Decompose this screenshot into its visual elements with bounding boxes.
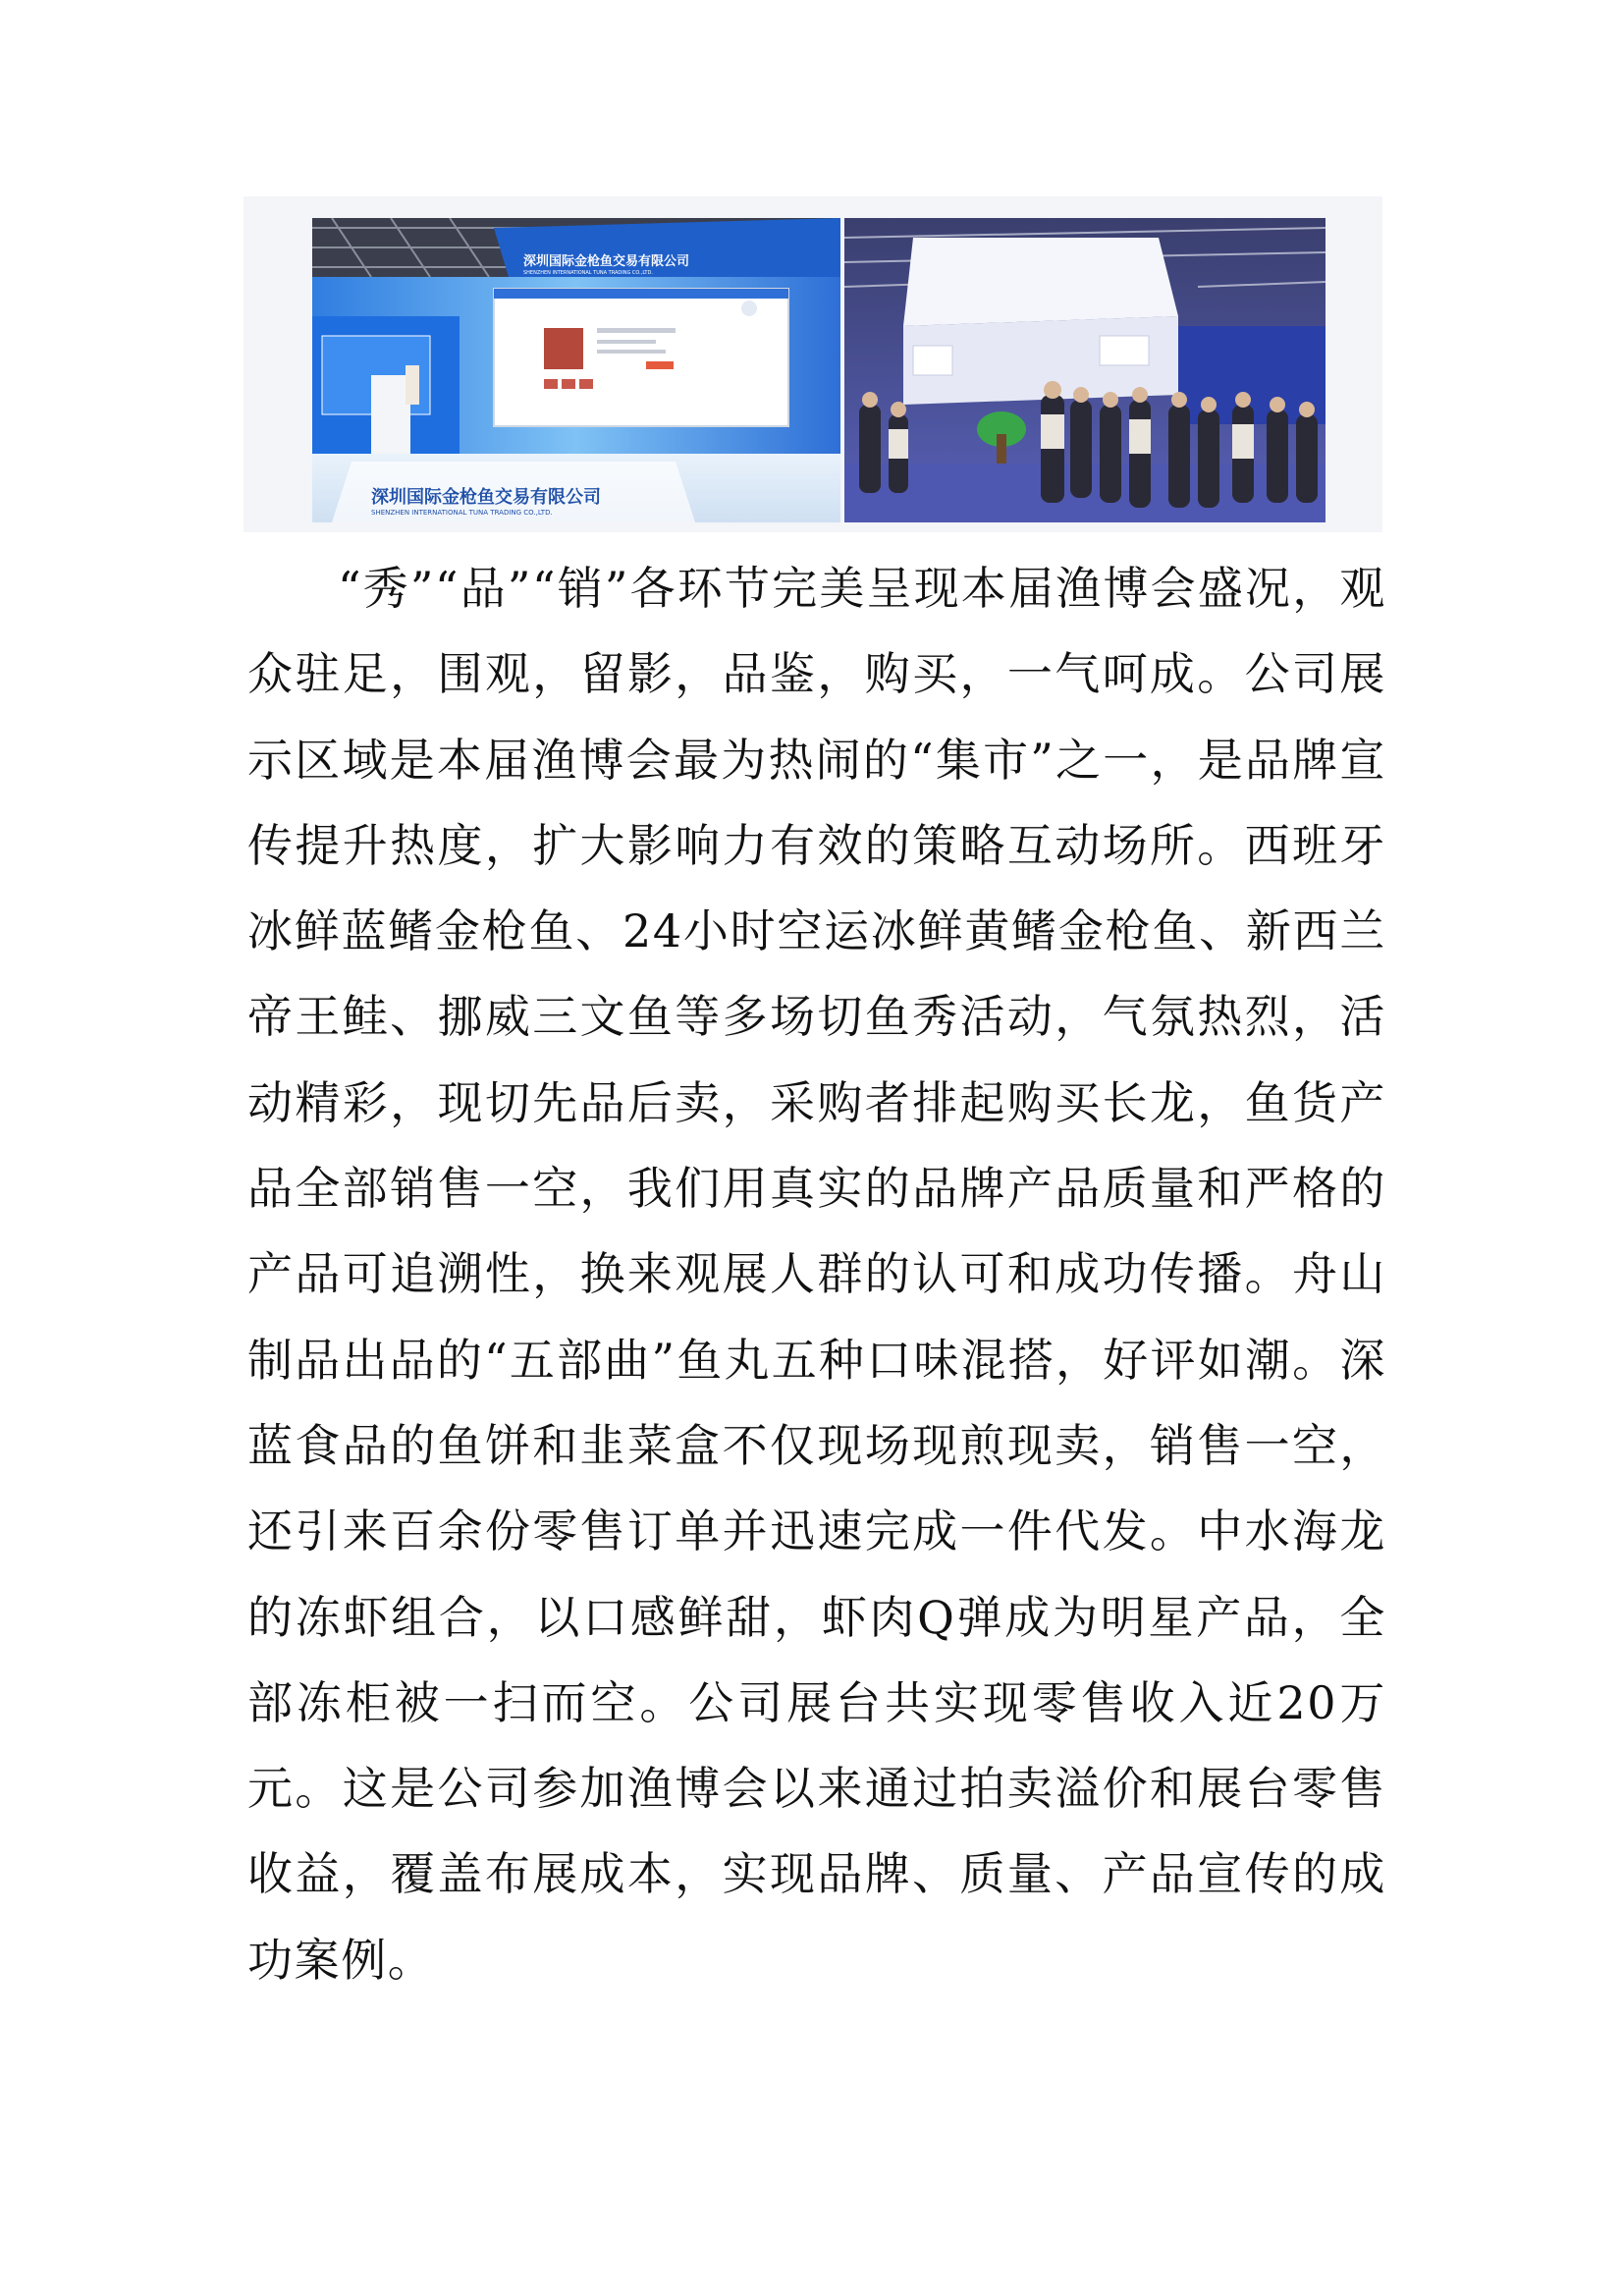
booth-banner-subtext: SHENZHEN INTERNATIONAL TUNA TRADING CO.,LTD. [523,270,653,276]
photo-strip [243,196,1382,532]
booth-floor-subtext: SHENZHEN INTERNATIONAL TUNA TRADING CO.,LTD. [371,509,553,517]
article-paragraph: “秀”“品”“销”各环节完美呈现本届渔博会盛况，观众驻足，围观，留影，品鉴，购买，一气呵成。公司展示区域是本届渔博会最为热闹的“集市”之一，是品牌宣传提升热度，扩大影响力有效的策略互动场所。西班牙冰鲜蓝鳍金枪鱼、24小时空运冰鲜黄鳍金枪鱼、新西兰帝王鲑、挪威三文鱼等多场切鱼秀活动，气氛热烈，活动精彩，现切先品后卖，采购者排起购买长龙，鱼货产品全部销售一空，我们用真实的品牌产品质量和严格的产品可追溯性，换来观展人群的认可和成功传播。舟山制品出品的“五部曲”鱼丸五种口味混搭，好评如潮。深蓝食品的鱼饼和韭菜盒不仅现场现煎现卖，销售一空，还引来百余份零售订单并迅速完成一件代发。中水海龙的冻虾组合，以口感鲜甜，虾肉Q弹成为明星产品，全部冻柜被一扫而空。公司展台共实现零售收入近20万元。这是公司参加渔博会以来通过拍卖溢价和展台零售收益，覆盖布展成本，实现品牌、质量、产品宣传的成功案例。 [247,562,1386,1987]
booth-banner-text: 深圳国际金枪鱼交易有限公司 [523,254,690,269]
booth-photo-left [312,218,840,522]
booth-crowd-image [844,218,1325,522]
booth-photo-right [844,218,1325,522]
booth-floor-text: 深圳国际金枪鱼交易有限公司 [371,487,601,508]
booth-screen-image [312,218,840,522]
